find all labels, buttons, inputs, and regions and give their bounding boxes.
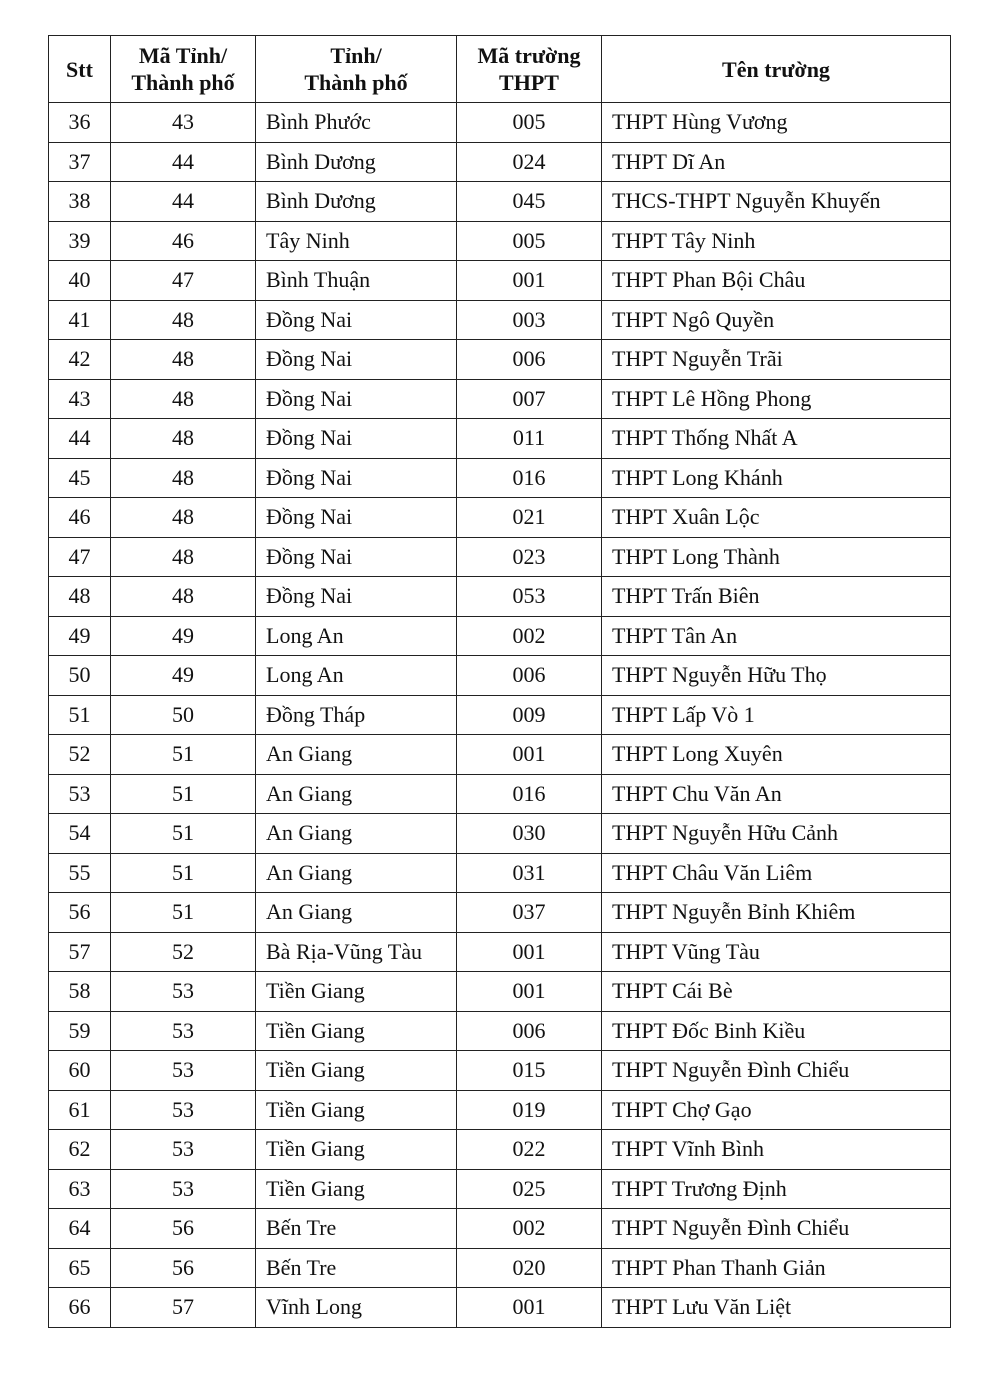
cell-ma-tinh: 53 [111, 1090, 256, 1130]
cell-ma-truong: 031 [457, 853, 602, 893]
cell-ma-truong: 024 [457, 142, 602, 182]
header-ma-truong-line1: Mã trường [477, 43, 581, 68]
cell-ma-truong: 020 [457, 1248, 602, 1288]
cell-stt: 38 [49, 182, 111, 222]
cell-ma-truong: 001 [457, 972, 602, 1012]
cell-ma-truong: 006 [457, 1011, 602, 1051]
cell-ten-truong: THPT Nguyễn Đình Chiểu [602, 1051, 951, 1091]
cell-ten-truong: THPT Chu Văn An [602, 774, 951, 814]
cell-stt: 60 [49, 1051, 111, 1091]
cell-ma-tinh: 49 [111, 616, 256, 656]
cell-stt: 39 [49, 221, 111, 261]
header-ma-truong [457, 36, 602, 103]
cell-ma-truong: 021 [457, 498, 602, 538]
cell-ten-truong: THPT Long Khánh [602, 458, 951, 498]
header-tinh-line2: Thành phố [304, 70, 408, 95]
cell-ma-tinh: 51 [111, 774, 256, 814]
cell-ma-truong: 005 [457, 103, 602, 143]
cell-tinh: Đồng Nai [256, 458, 457, 498]
cell-tinh: Long An [256, 656, 457, 696]
cell-ten-truong: THPT Tân An [602, 616, 951, 656]
cell-ten-truong: THPT Nguyễn Trãi [602, 340, 951, 380]
cell-tinh: Đồng Nai [256, 537, 457, 577]
cell-stt: 41 [49, 300, 111, 340]
header-tinh-line1: Tỉnh/ [330, 43, 382, 68]
cell-ma-tinh: 44 [111, 182, 256, 222]
cell-ma-tinh: 48 [111, 577, 256, 617]
cell-ma-truong: 009 [457, 695, 602, 735]
cell-ma-truong: 025 [457, 1169, 602, 1209]
cell-ten-truong: THPT Nguyễn Hữu Cảnh [602, 814, 951, 854]
header-ten-truong-label: Tên trường [722, 56, 830, 82]
cell-stt: 48 [49, 577, 111, 617]
cell-ma-truong: 001 [457, 1288, 602, 1328]
cell-ma-truong: 016 [457, 774, 602, 814]
cell-stt: 64 [49, 1209, 111, 1249]
cell-ma-tinh: 48 [111, 340, 256, 380]
table-header [49, 36, 951, 103]
cell-stt: 63 [49, 1169, 111, 1209]
cell-ma-tinh: 48 [111, 379, 256, 419]
cell-ma-truong: 016 [457, 458, 602, 498]
table-row [49, 695, 951, 735]
cell-ma-tinh: 56 [111, 1209, 256, 1249]
header-ma-truong-line2: THPT [499, 70, 559, 95]
cell-ma-truong: 003 [457, 300, 602, 340]
cell-ten-truong: THPT Thống Nhất A [602, 419, 951, 459]
cell-ten-truong: THPT Phan Bội Châu [602, 261, 951, 301]
cell-ten-truong: THPT Tây Ninh [602, 221, 951, 261]
cell-stt: 56 [49, 893, 111, 933]
cell-tinh: Bến Tre [256, 1248, 457, 1288]
cell-tinh: Đồng Nai [256, 340, 457, 380]
table-row [49, 498, 951, 538]
cell-ma-tinh: 53 [111, 1011, 256, 1051]
cell-tinh: Bình Dương [256, 182, 457, 222]
cell-stt: 61 [49, 1090, 111, 1130]
cell-ma-tinh: 57 [111, 1288, 256, 1328]
cell-tinh: Đồng Nai [256, 419, 457, 459]
cell-tinh: Tiền Giang [256, 1090, 457, 1130]
cell-ma-tinh: 50 [111, 695, 256, 735]
cell-ten-truong: THPT Lấp Vò 1 [602, 695, 951, 735]
cell-stt: 52 [49, 735, 111, 775]
cell-tinh: Tiền Giang [256, 1130, 457, 1170]
table-row [49, 537, 951, 577]
cell-ma-tinh: 56 [111, 1248, 256, 1288]
header-tinh [256, 36, 457, 103]
cell-ma-tinh: 47 [111, 261, 256, 301]
cell-tinh: Tiền Giang [256, 1169, 457, 1209]
header-ma-tinh [111, 36, 256, 103]
cell-ma-truong: 005 [457, 221, 602, 261]
cell-stt: 59 [49, 1011, 111, 1051]
cell-ma-tinh: 44 [111, 142, 256, 182]
cell-ten-truong: THPT Nguyễn Đình Chiểu [602, 1209, 951, 1249]
table-row [49, 932, 951, 972]
cell-tinh: An Giang [256, 853, 457, 893]
cell-tinh: An Giang [256, 774, 457, 814]
table-row [49, 458, 951, 498]
cell-ten-truong: THPT Long Thành [602, 537, 951, 577]
cell-tinh: Bà Rịa-Vũng Tàu [256, 932, 457, 972]
cell-stt: 50 [49, 656, 111, 696]
cell-ten-truong: THPT Dĩ An [602, 142, 951, 182]
cell-stt: 53 [49, 774, 111, 814]
cell-ma-tinh: 51 [111, 893, 256, 933]
cell-ma-truong: 023 [457, 537, 602, 577]
cell-ma-tinh: 48 [111, 458, 256, 498]
cell-ma-tinh: 48 [111, 419, 256, 459]
table-row [49, 1288, 951, 1328]
cell-stt: 55 [49, 853, 111, 893]
cell-ma-tinh: 51 [111, 814, 256, 854]
header-ten-truong [602, 36, 951, 103]
cell-tinh: Đồng Nai [256, 300, 457, 340]
cell-ma-tinh: 46 [111, 221, 256, 261]
cell-ma-truong: 019 [457, 1090, 602, 1130]
table-row [49, 103, 951, 143]
cell-ma-truong: 037 [457, 893, 602, 933]
table-row [49, 774, 951, 814]
table-row [49, 221, 951, 261]
table-row [49, 656, 951, 696]
cell-stt: 49 [49, 616, 111, 656]
cell-ten-truong: THCS-THPT Nguyễn Khuyến [602, 182, 951, 222]
table-row [49, 300, 951, 340]
cell-ten-truong: THPT Vũng Tàu [602, 932, 951, 972]
cell-tinh: Đồng Nai [256, 498, 457, 538]
cell-tinh: Đồng Nai [256, 577, 457, 617]
table-row [49, 1090, 951, 1130]
cell-ten-truong: THPT Cái Bè [602, 972, 951, 1012]
cell-ten-truong: THPT Trấn Biên [602, 577, 951, 617]
table-row [49, 577, 951, 617]
cell-tinh: Long An [256, 616, 457, 656]
cell-tinh: Bình Thuận [256, 261, 457, 301]
table-row [49, 1011, 951, 1051]
table-row [49, 893, 951, 933]
cell-ma-tinh: 53 [111, 972, 256, 1012]
cell-ma-tinh: 52 [111, 932, 256, 972]
cell-stt: 42 [49, 340, 111, 380]
cell-stt: 45 [49, 458, 111, 498]
cell-stt: 40 [49, 261, 111, 301]
cell-tinh: Vĩnh Long [256, 1288, 457, 1328]
cell-ma-tinh: 48 [111, 300, 256, 340]
table-row [49, 340, 951, 380]
header-row [49, 36, 951, 103]
header-ma-tinh-line2: Thành phố [131, 70, 235, 95]
table-row [49, 379, 951, 419]
header-ma-tinh-line1: Mã Tỉnh/ [138, 43, 228, 68]
cell-ten-truong: THPT Xuân Lộc [602, 498, 951, 538]
cell-ma-truong: 022 [457, 1130, 602, 1170]
cell-ma-tinh: 48 [111, 537, 256, 577]
cell-ma-truong: 045 [457, 182, 602, 222]
cell-ten-truong: THPT Lê Hồng Phong [602, 379, 951, 419]
table-row [49, 1169, 951, 1209]
cell-tinh: Bình Dương [256, 142, 457, 182]
cell-ma-truong: 001 [457, 932, 602, 972]
schools-table-container [48, 35, 951, 1328]
cell-ma-tinh: 48 [111, 498, 256, 538]
cell-ten-truong: THPT Chợ Gạo [602, 1090, 951, 1130]
table-body [49, 103, 951, 1328]
cell-ma-truong: 001 [457, 261, 602, 301]
cell-stt: 58 [49, 972, 111, 1012]
cell-ma-truong: 006 [457, 340, 602, 380]
table-row [49, 972, 951, 1012]
cell-stt: 57 [49, 932, 111, 972]
cell-ma-truong: 002 [457, 1209, 602, 1249]
header-stt-label: Stt [66, 56, 93, 82]
cell-stt: 62 [49, 1130, 111, 1170]
table-row [49, 142, 951, 182]
table-row [49, 1051, 951, 1091]
cell-tinh: Đồng Tháp [256, 695, 457, 735]
cell-tinh: Bình Phước [256, 103, 457, 143]
table-row [49, 814, 951, 854]
cell-ten-truong: THPT Long Xuyên [602, 735, 951, 775]
cell-ma-truong: 053 [457, 577, 602, 617]
cell-tinh: Tây Ninh [256, 221, 457, 261]
cell-tinh: An Giang [256, 893, 457, 933]
cell-tinh: Tiền Giang [256, 1011, 457, 1051]
cell-ma-truong: 011 [457, 419, 602, 459]
cell-ma-tinh: 53 [111, 1169, 256, 1209]
cell-ma-tinh: 51 [111, 853, 256, 893]
cell-ma-tinh: 53 [111, 1051, 256, 1091]
cell-ma-tinh: 43 [111, 103, 256, 143]
cell-stt: 47 [49, 537, 111, 577]
cell-ma-truong: 030 [457, 814, 602, 854]
cell-ma-truong: 006 [457, 656, 602, 696]
cell-stt: 44 [49, 419, 111, 459]
cell-tinh: Tiền Giang [256, 1051, 457, 1091]
table-row [49, 1209, 951, 1249]
table-row [49, 616, 951, 656]
cell-stt: 37 [49, 142, 111, 182]
schools-table [48, 35, 951, 1328]
table-row [49, 853, 951, 893]
cell-ten-truong: THPT Trương Định [602, 1169, 951, 1209]
table-row [49, 735, 951, 775]
cell-ten-truong: THPT Nguyễn Bỉnh Khiêm [602, 893, 951, 933]
cell-ten-truong: THPT Nguyễn Hữu Thọ [602, 656, 951, 696]
cell-stt: 36 [49, 103, 111, 143]
table-row [49, 261, 951, 301]
cell-ten-truong: THPT Đốc Binh Kiều [602, 1011, 951, 1051]
cell-stt: 54 [49, 814, 111, 854]
cell-ten-truong: THPT Ngô Quyền [602, 300, 951, 340]
cell-tinh: An Giang [256, 735, 457, 775]
header-stt [49, 36, 111, 103]
cell-ten-truong: THPT Hùng Vương [602, 103, 951, 143]
cell-ten-truong: THPT Vĩnh Bình [602, 1130, 951, 1170]
cell-ma-truong: 001 [457, 735, 602, 775]
cell-tinh: Tiền Giang [256, 972, 457, 1012]
cell-tinh: Đồng Nai [256, 379, 457, 419]
cell-stt: 51 [49, 695, 111, 735]
cell-ten-truong: THPT Châu Văn Liêm [602, 853, 951, 893]
cell-ma-truong: 002 [457, 616, 602, 656]
cell-stt: 66 [49, 1288, 111, 1328]
table-row [49, 182, 951, 222]
cell-stt: 65 [49, 1248, 111, 1288]
cell-ma-tinh: 53 [111, 1130, 256, 1170]
table-row [49, 419, 951, 459]
cell-tinh: Bến Tre [256, 1209, 457, 1249]
cell-stt: 46 [49, 498, 111, 538]
cell-tinh: An Giang [256, 814, 457, 854]
cell-ten-truong: THPT Phan Thanh Giản [602, 1248, 951, 1288]
cell-ten-truong: THPT Lưu Văn Liệt [602, 1288, 951, 1328]
cell-ma-truong: 007 [457, 379, 602, 419]
cell-ma-tinh: 51 [111, 735, 256, 775]
cell-ma-tinh: 49 [111, 656, 256, 696]
cell-stt: 43 [49, 379, 111, 419]
cell-ma-truong: 015 [457, 1051, 602, 1091]
table-row [49, 1130, 951, 1170]
table-row [49, 1248, 951, 1288]
